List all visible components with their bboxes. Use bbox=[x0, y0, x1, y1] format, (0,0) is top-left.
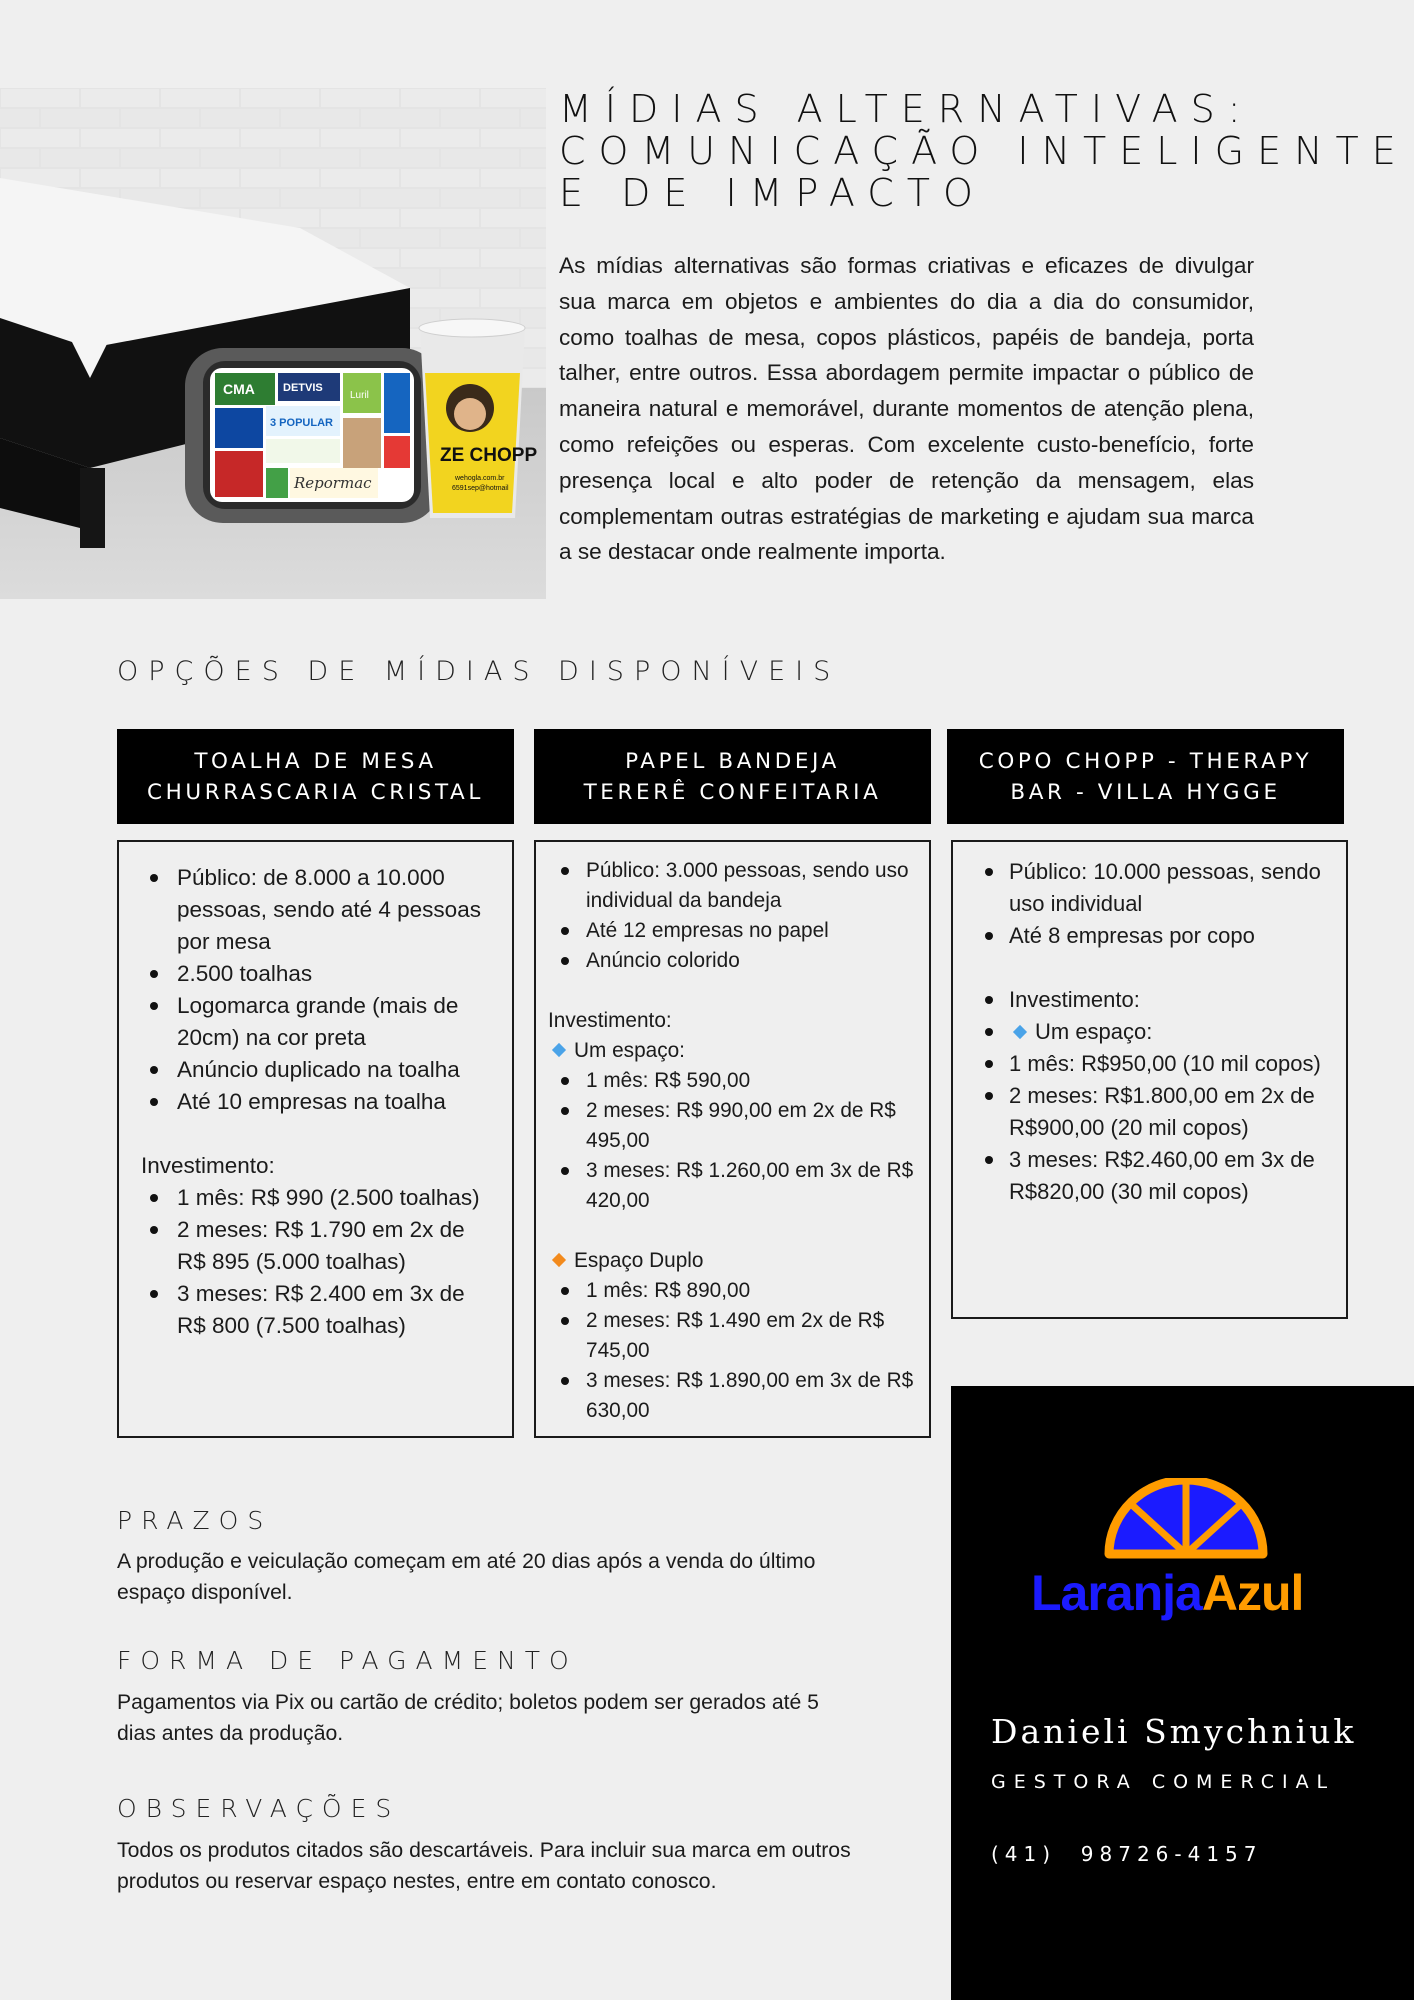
cup-small-text: wehogla.com.br bbox=[455, 475, 505, 482]
pagamento-text: Pagamentos via Pix ou cartão de crédito; boletos podem ser gerados até 5 dias antes da produção. bbox=[117, 1691, 819, 1745]
prazos-text: A produção e veiculação começam em até 20 dias após a venda do último espaço disponível. bbox=[117, 1550, 816, 1604]
contact-name: Danieli Smychniuk bbox=[991, 1712, 1357, 1751]
list-item bbox=[973, 1016, 1334, 1048]
blue-diamond-icon bbox=[1013, 1025, 1027, 1039]
single-space-text: Um espaço: bbox=[1035, 1019, 1153, 1044]
card-header-toalha: TOALHA DE MESA CHURRASCARIA CRISTAL bbox=[117, 729, 514, 824]
list-item: 1 mês: R$ 590,00 bbox=[548, 1066, 917, 1096]
cup-brand-text: ZE CHOPP bbox=[440, 445, 538, 466]
single-space-text: Um espaço: bbox=[574, 1039, 685, 1062]
contact-phone: (41) 98726-4157 bbox=[991, 1842, 1263, 1866]
list-item: 2 meses: R$ 990,00 em 2x de R$ 495,00 bbox=[548, 1096, 917, 1156]
list-item: 2 meses: R$1.800,00 em 2x de R$900,00 (20 mil copos) bbox=[973, 1080, 1334, 1144]
list-item: 1 mês: R$ 990 (2.500 toalhas) bbox=[141, 1182, 492, 1214]
tray-ad-text: Luril bbox=[350, 390, 369, 401]
list-item: 1 mês: R$950,00 (10 mil copos) bbox=[973, 1048, 1334, 1080]
page-title: MÍDIAS ALTERNATIVAS: COMUNICAÇÃO INTELIGENTE E DE IMPACTO bbox=[559, 87, 1409, 215]
intro-paragraph: As mídias alternativas são formas criativas e eficazes de divulgar sua marca em objetos e ambientes do dia a dia do consumidor, como toalhas de mesa, copos plásticos, papéis de bandeja, porta talher, entre outros. Essa abordagem permite impactar o público de maneira natural e memorável, durante momentos de atenção plena, como refeições ou esperas. Com excelente custo-benefício, forte presença local e alto poder de retenção da mensagem, elas complementam outras estratégias de marketing e ajudam sua marca a se destacar onde realmente importa. bbox=[559, 253, 1254, 565]
price-list bbox=[973, 984, 1334, 1208]
logo-wordmark bbox=[1031, 1564, 1351, 1622]
card-body-copo-chopp bbox=[951, 840, 1348, 1319]
price-list bbox=[141, 1182, 492, 1342]
list-item: Público: 3.000 pessoas, sendo uso individual da bandeja bbox=[548, 856, 917, 916]
tray-ad-text: 3 POPULAR bbox=[270, 417, 333, 429]
list-item: 3 meses: R$ 1.260,00 em 3x de R$ 420,00 bbox=[548, 1156, 917, 1216]
tray-ad-text: CMA bbox=[223, 381, 255, 397]
contact-panel bbox=[951, 1386, 1414, 2000]
double-space-label bbox=[548, 1246, 917, 1276]
feature-list bbox=[548, 856, 917, 976]
list-item: Anúncio duplicado na toalha bbox=[141, 1054, 492, 1086]
investment-label: Investimento: bbox=[548, 1009, 672, 1032]
hero-illustration bbox=[0, 88, 546, 599]
feature-list bbox=[973, 856, 1334, 952]
options-section-title: OPÇÕES DE MÍDIAS DISPONÍVEIS bbox=[117, 656, 841, 687]
list-item: Investimento: bbox=[973, 984, 1334, 1016]
blue-diamond-icon bbox=[552, 1043, 566, 1057]
company-logo bbox=[1031, 1478, 1341, 1628]
list-item: 3 meses: R$ 1.890,00 em 3x de R$ 630,00 bbox=[548, 1366, 917, 1426]
logo-part-2: Azul bbox=[1201, 1565, 1304, 1621]
list-item: 2.500 toalhas bbox=[141, 958, 492, 990]
single-space-label bbox=[548, 1036, 917, 1066]
list-item: Até 10 empresas na toalha bbox=[141, 1086, 492, 1118]
list-item: 1 mês: R$ 890,00 bbox=[548, 1276, 917, 1306]
card-header-copo-chopp: COPO CHOPP - THERAPY BAR - VILLA HYGGE bbox=[947, 729, 1344, 824]
tray-ad-text: DETVIS bbox=[283, 382, 323, 394]
list-item: Público: 10.000 pessoas, sendo uso individual bbox=[973, 856, 1334, 920]
feature-list bbox=[141, 862, 492, 1118]
list-item: Até 12 empresas no papel bbox=[548, 916, 917, 946]
cup-small-text: 6591sep@hotmail bbox=[452, 485, 509, 492]
card-body-papel-bandeja bbox=[534, 840, 931, 1438]
double-space-text: Espaço Duplo bbox=[574, 1249, 704, 1272]
prazos-title: PRAZOS bbox=[117, 1506, 273, 1535]
card-header-papel-bandeja: PAPEL BANDEJA TERERÊ CONFEITARIA bbox=[534, 729, 931, 824]
investment-label: Investimento: bbox=[141, 1153, 275, 1178]
observacoes-text: Todos os produtos citados são descartáveis. Para incluir sua marca em outros produtos ou reservar espaço nestes, entre em contato conosco. bbox=[117, 1839, 851, 1893]
list-item: 2 meses: R$ 1.490 em 2x de R$ 745,00 bbox=[548, 1306, 917, 1366]
logo-part-1: Laranja bbox=[1031, 1565, 1202, 1621]
half-orange-logo-icon bbox=[1031, 1478, 1341, 1568]
price-list bbox=[548, 1276, 917, 1426]
list-item: Anúncio colorido bbox=[548, 946, 917, 976]
hero-photo bbox=[0, 88, 546, 599]
list-item: Logomarca grande (mais de 20cm) na cor preta bbox=[141, 990, 492, 1054]
orange-diamond-icon bbox=[552, 1253, 566, 1267]
list-item: 2 meses: R$ 1.790 em 2x de R$ 895 (5.000 toalhas) bbox=[141, 1214, 492, 1278]
pagamento-title: FORMA DE PAGAMENTO bbox=[117, 1646, 578, 1675]
list-item: 3 meses: R$2.460,00 em 3x de R$820,00 (30 mil copos) bbox=[973, 1144, 1334, 1208]
list-item: Público: de 8.000 a 10.000 pessoas, sendo até 4 pessoas por mesa bbox=[141, 862, 492, 958]
observacoes-title: OBSERVAÇÕES bbox=[117, 1794, 401, 1823]
tray-ad-text: Repormac bbox=[294, 474, 372, 492]
list-item: Até 8 empresas por copo bbox=[973, 920, 1334, 952]
list-item: 3 meses: R$ 2.400 em 3x de R$ 800 (7.500 toalhas) bbox=[141, 1278, 492, 1342]
price-list bbox=[548, 1066, 917, 1216]
contact-role: GESTORA COMERCIAL bbox=[991, 1771, 1336, 1793]
card-body-toalha bbox=[117, 840, 514, 1438]
